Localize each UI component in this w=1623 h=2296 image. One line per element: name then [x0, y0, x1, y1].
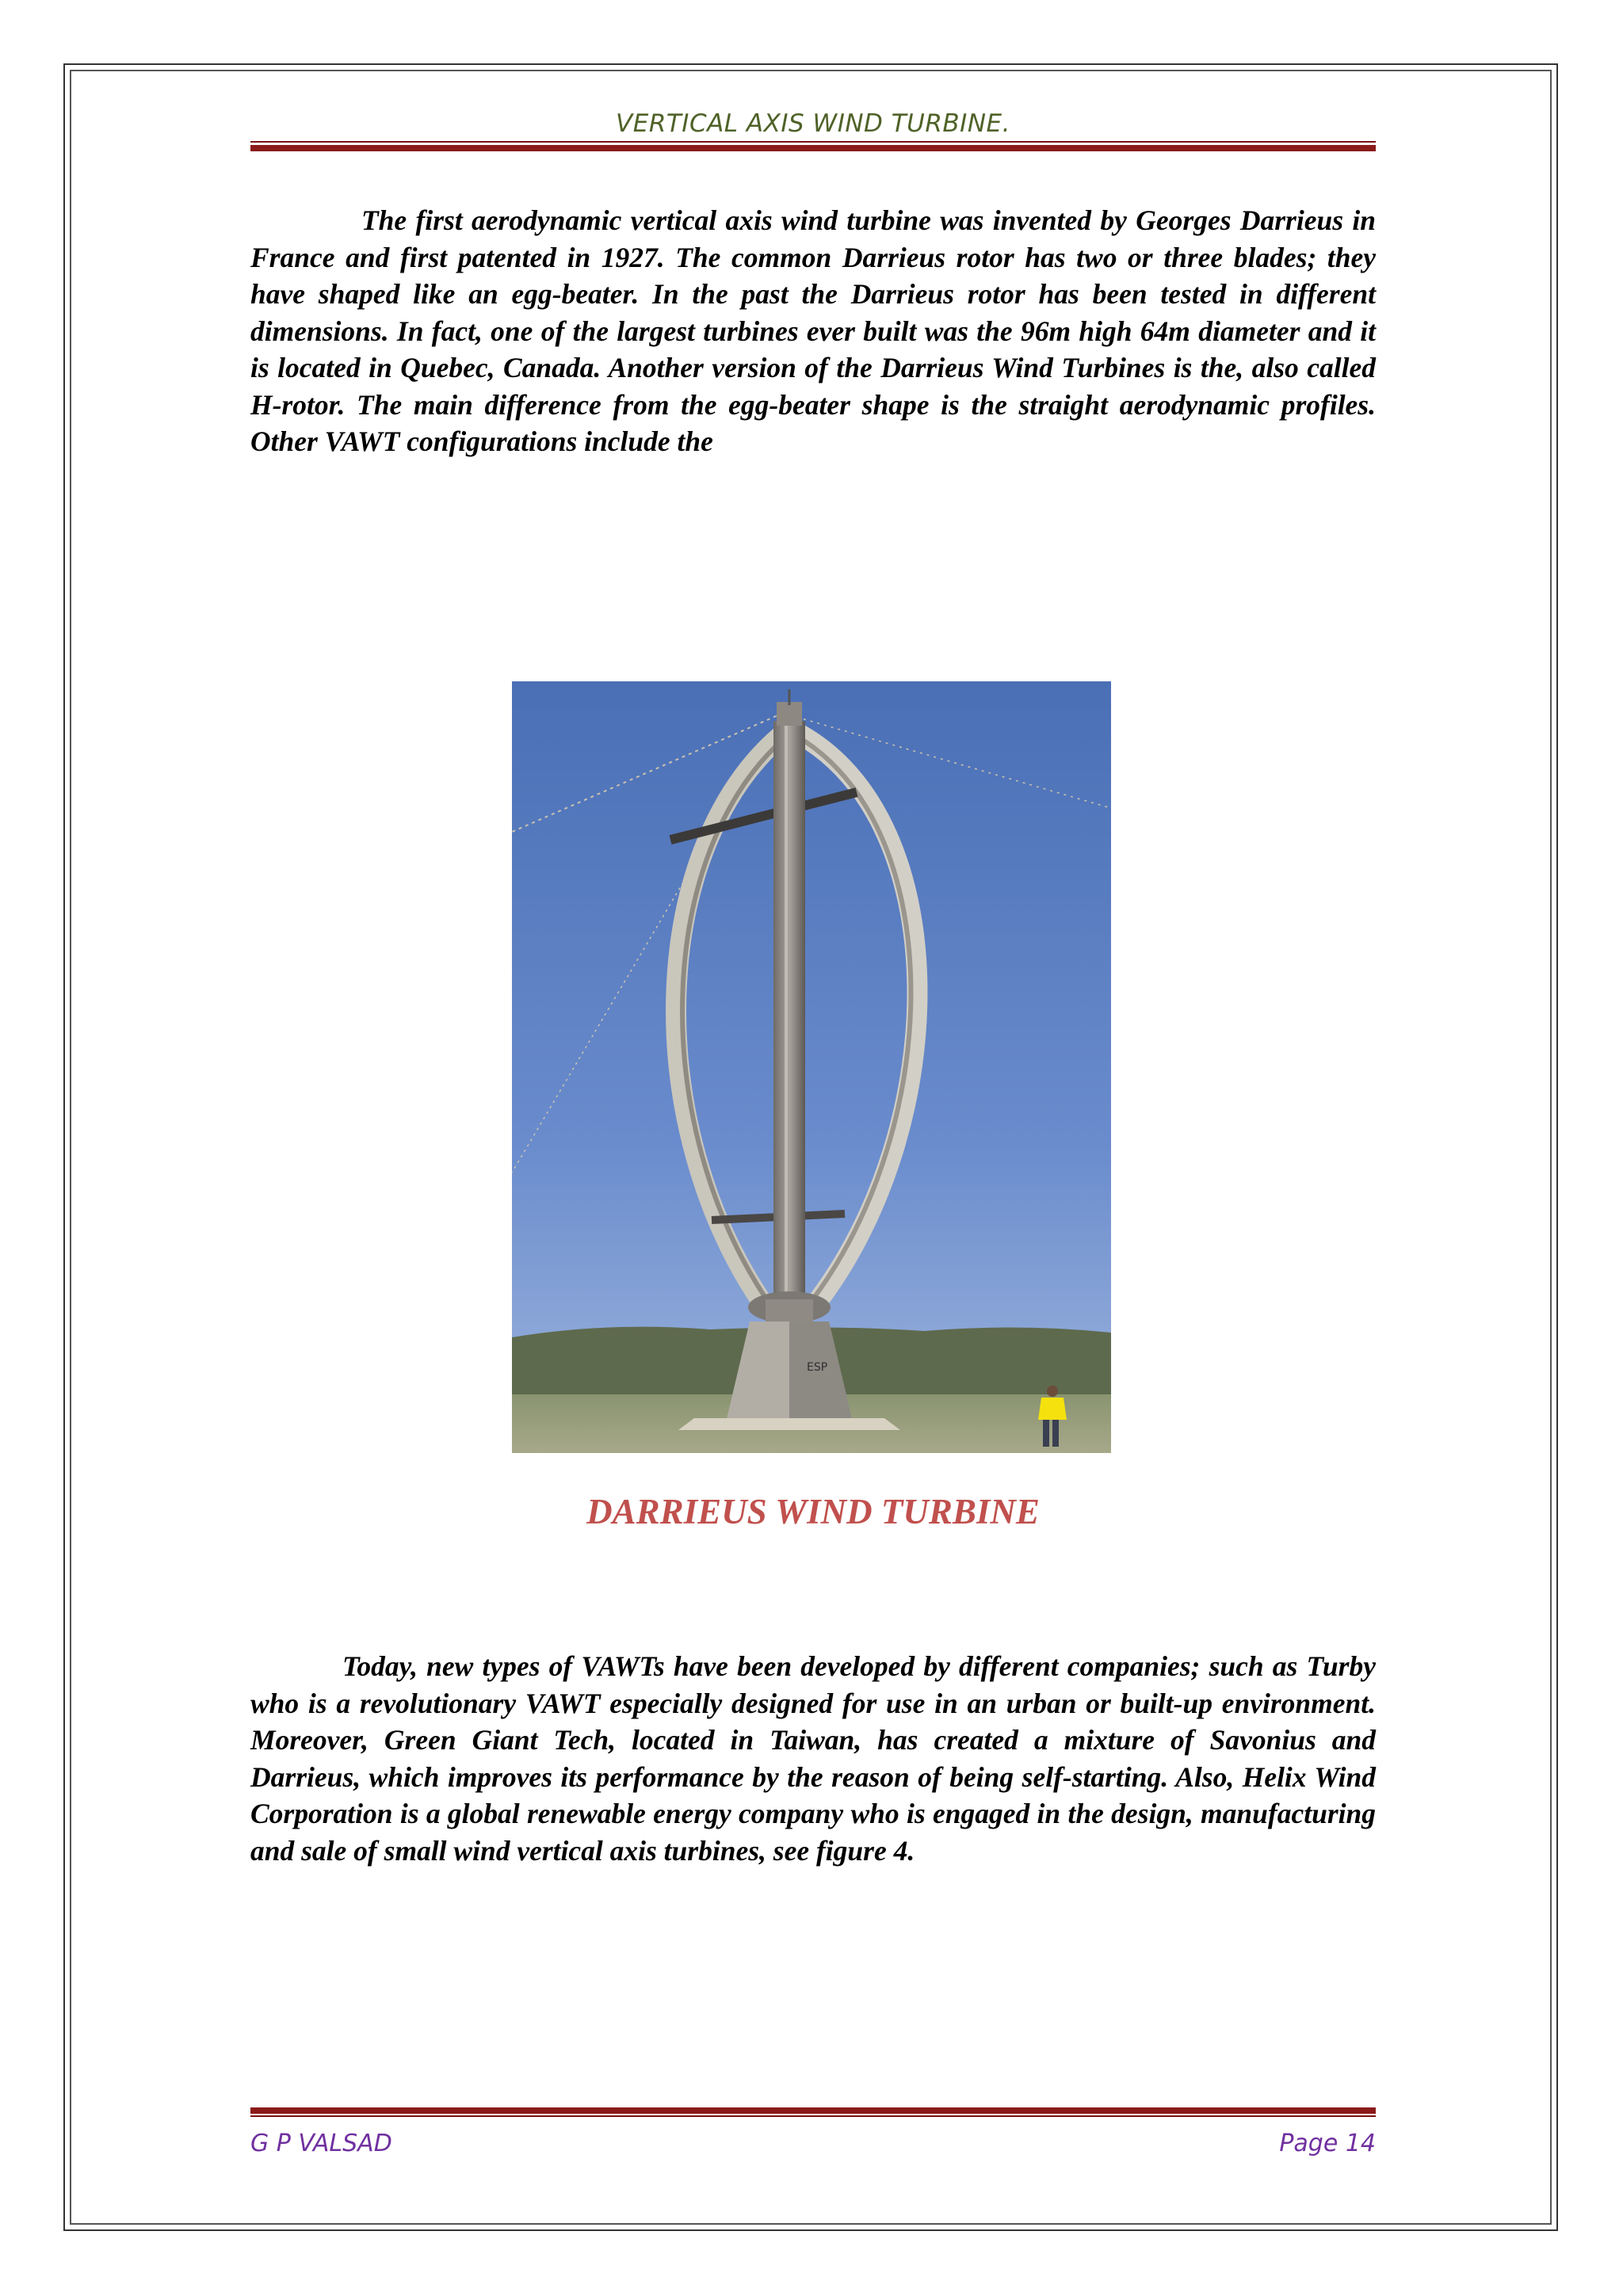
- paragraph-modern-vawts-text: Today, new types of VAWTs have been developed by different companies; such as Turby who is a revolutionary VAWT especially designed for use in an urban or built-up environment. Moreover, Green Giant Tech, located in Taiwan, has created a mixture of Savonius and Darrieus, which improves its performance by the reason of being self-starting. Also, Helix Wind Corporation is a global renewable energy company who is engaged in the design, manufacturing and sale of small wind vertical axis turbines, see figure 4.: [250, 1650, 1376, 1867]
- paragraph-darrieus-intro: [250, 202, 1376, 460]
- footer-rule-thick: [250, 2107, 1376, 2114]
- footer-author: G P VALSAD: [250, 2130, 392, 2157]
- figure-caption: DARRIEUS WIND TURBINE: [586, 1492, 1040, 1531]
- header-rule-thick: [250, 145, 1376, 151]
- footer-page-number: Page 14: [1279, 2130, 1376, 2157]
- base-label: ESP: [807, 1361, 828, 1374]
- header-title: VERTICAL AXIS WIND TURBINE.: [616, 109, 1010, 138]
- paragraph-modern-vawts: [250, 1648, 1376, 1869]
- darrieus-turbine-photo: [512, 681, 1111, 1453]
- footer-rule-thin: [250, 2115, 1376, 2117]
- header-rule-thin: [250, 141, 1376, 143]
- paragraph-darrieus-intro-text: The first aerodynamic vertical axis wind turbine was invented by Georges Darrieus in France and first patented in 1927. The common Darrieus rotor has two or three blades; they have shaped like an egg-beater. In the past the Darrieus rotor has been tested in different dimensions. In fact, one of the largest turbines ever built was the 96m high 64m diameter and it is located in Quebec, Canada. Another version of the Darrieus Wind Turbines is the, also called H-rotor. The main difference from the egg-beater shape is the straight aerodynamic profiles. Other VAWT configurations include the: [250, 204, 1376, 457]
